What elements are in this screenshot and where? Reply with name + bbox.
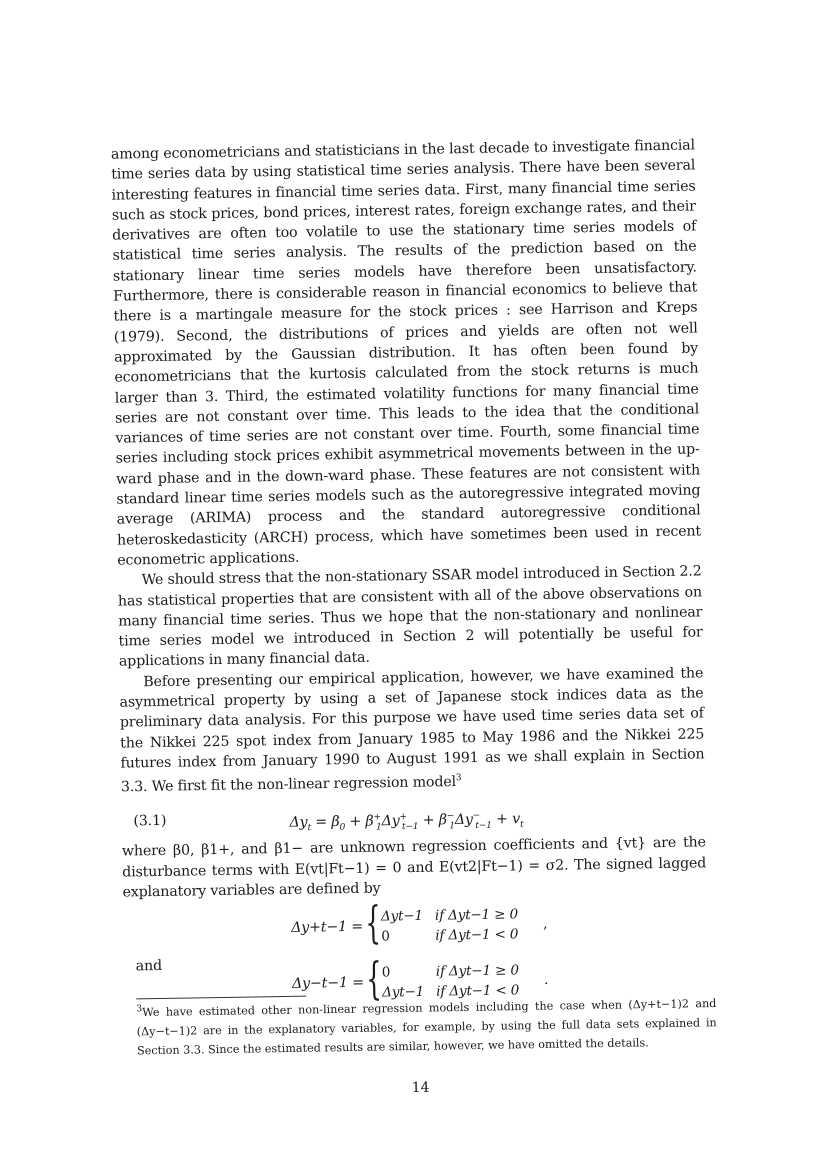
paragraph-1: among econometricians and statisticians in the last decade to investigate financial time series data by using statistical time series analysis. There have been several interesting features in financial time series data. First, many financial time series such as stock prices, bond prices, interest rates, foreign exchange rates, and their derivatives are often too volatile to use the stationary time series models of statistical time series analysis. The results of the prediction based on the stationary linear time series models have therefore been unsatisfactory. Furthermore, there is considerable reason in financial economics to believe that there is a martingale measure for the stock prices : see Harrison and Kreps (1979). Second, the distributions of prices and yields are often not well approximated by the Gaussian distribution. It has often been found by econometricians that the kurtosis calculated from the stock returns is much larger than 3. Third, the estimated volatility functions for many financial time series are not constant over time. This leads to the idea that the conditional variances of time series are not constant over time. Fourth, some financial time series including stock prices exhibit asymmetrical movements between in the up-ward phase and in the down-ward phase. These features are not consistent with standard linear time series models such as the autoregressive integrated moving average (ARIMA) process and the standard autoregressive conditional heteroskedasticity (ARCH) process, which have sometimes been used in recent econometric applications. [110,137,702,569]
footnote [136,991,717,1060]
case-value: Δyt−1 [380,907,424,925]
case-value: 0 [381,928,390,945]
piecewise-plus [123,897,708,955]
paragraph-3 [119,663,705,798]
case-condition: if Δyt−1 ≥ 0 [434,906,519,924]
equation-body: $\Delta y_t = \beta_0 + \beta^+_1\Delta y^+_{t-1} + \beta^-_1\Delta y^-_{t-1} + v_t$ [289,811,524,834]
piecewise-plus-lhs: Δy+t−1 = [291,918,364,937]
and-label: and [135,958,163,975]
case-value: 0 [381,964,391,981]
footnote-mark: 3 [136,1004,143,1015]
body-text [111,135,708,1004]
case-condition: if Δyt−1 ≥ 0 [435,962,519,980]
case-condition: if Δyt−1 < 0 [435,926,519,944]
left-brace: { [364,897,382,949]
equation-3-1 [121,803,705,834]
left-brace: { [365,953,382,1005]
piecewise-minus-lhs: Δy−t−1 = [291,974,365,993]
where-text: where β0, β1+, and β1− are unknown regression coefficients and {vt} are the disturbance terms with E(vt|Ft−1) = 0 and E(vt2|Ft−1) = σ2. The signed lagged explanatory variables are defined by [121,834,707,901]
punctuation: . [543,971,549,989]
footnote-marker: 3 [455,773,462,784]
punctuation: , [542,916,548,933]
case-condition: if Δyt−1 < 0 [436,982,520,1000]
paragraph-2: We should stress that the non-stationary SSAR model introduced in Section 2.2 has statistical properties that are consistent with all of the above observations on many financial time series. Thus we hope that the non-stationary and nonlinear time series model we introduced in Section 2 will potentially be useful for applications in many financial data. [117,563,703,671]
page-number: 14 [411,1079,430,1097]
case-value: Δyt−1 [382,983,425,1001]
paragraph-3-text: Before presenting our empirical application, however, we have examined the asymmetrical property by using a set of Japanese stock indices data as the preliminary data analysis. For this purpose we have used time series data set of the Nikkei 225 spot index from January 1985 to May 1986 and the Nikkei 225 futures index from January 1990 to August 1991 as we shall explain in Section 3.3. We first fit the non-linear regression model [119,665,705,796]
equation-number: (3.1) [133,813,167,830]
footnote-text: We have estimated other non-linear regression models including the case when (Δy+t−1)2 and (Δy−t−1)2 are in the explanatory variables, for example, by using the full data sets explained in Section 3.3. Since the estimated results are similar, however, we have omitted the details. [136,996,717,1058]
